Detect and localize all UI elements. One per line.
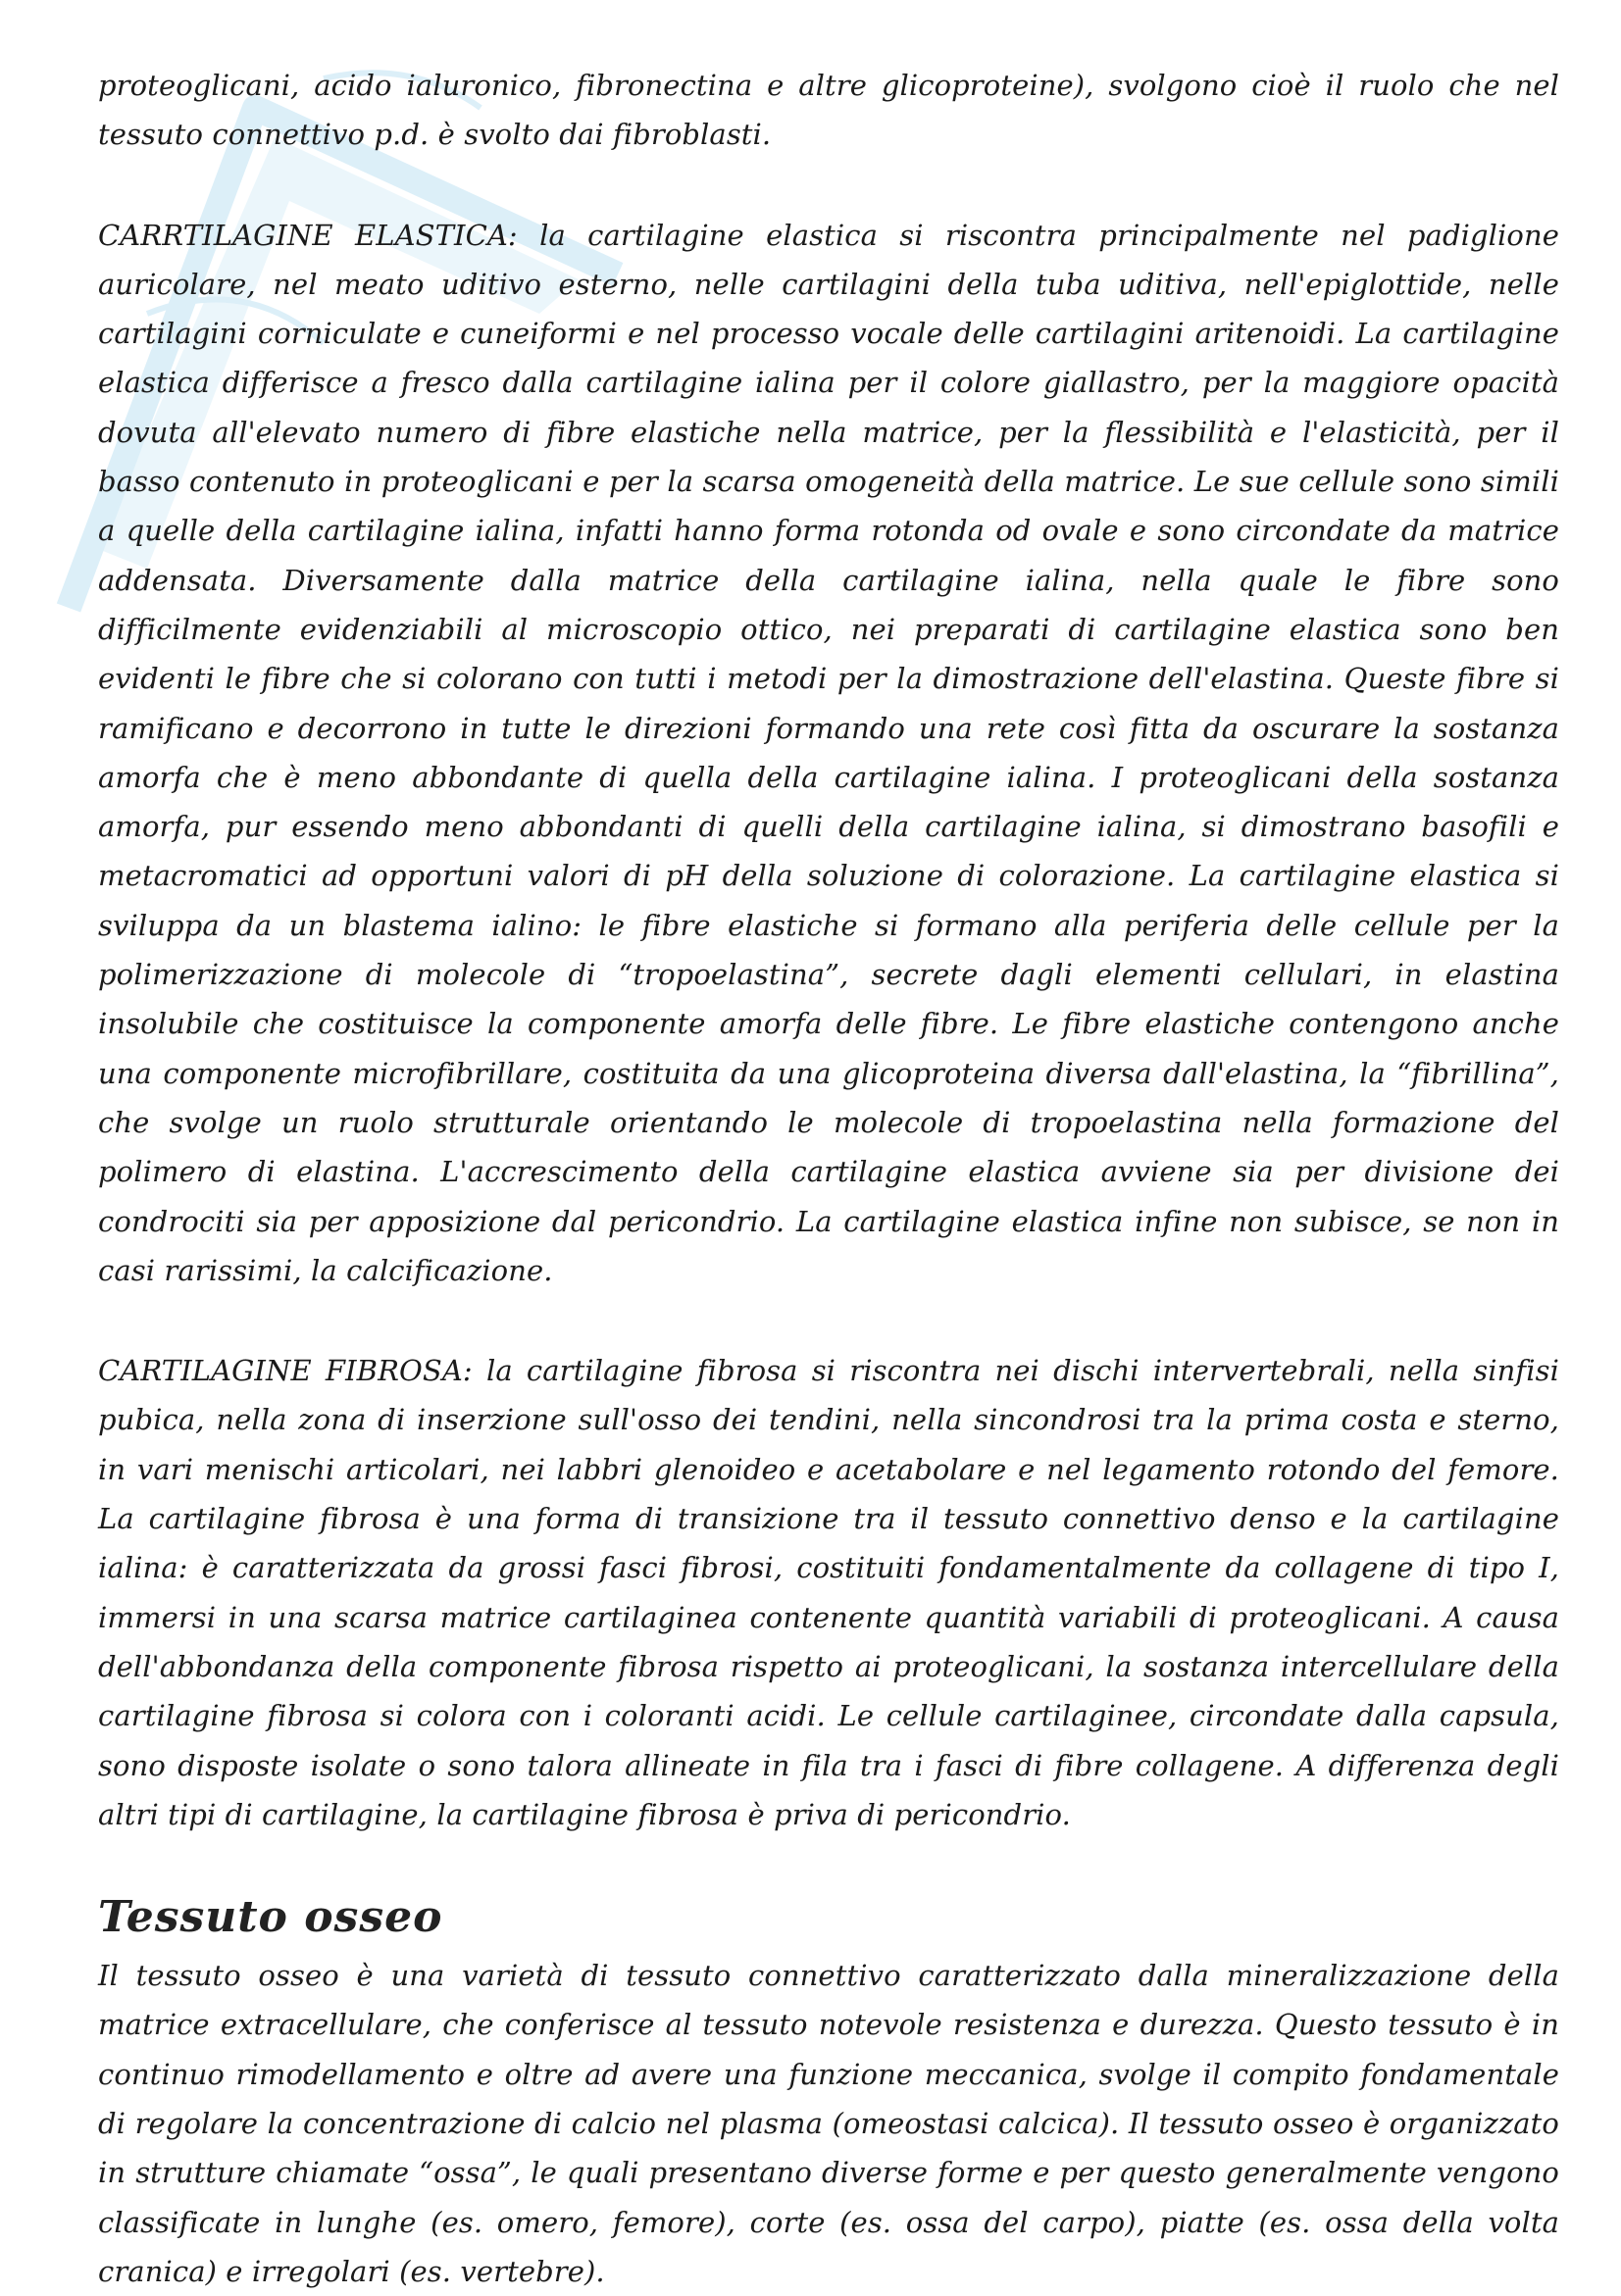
paragraph-tessuto-osseo: Il tessuto osseo è una varietà di tessuto connettivo caratterizzato dalla mineralizzazione della matrice extracellulare, che conferisce al tessuto notevole resistenza e durezza. Questo tessuto è in continuo rimodellamento e oltre ad avere una funzione meccanica, svolge il compito fondamentale di regolare la concentrazione di calcio nel plasma (omeostasi calcica). Il tessuto osseo è organizzato in strutture chiamate “ossa”, le quali presentano diverse forme e per questo generalmente vengono classificate in lunghe (es. omero, femore), corte (es. ossa del carpo), piatte (es. ossa della volta cranica) e irregolari (es. vertebre). <box>98 1959 1559 2288</box>
paragraph-spacer <box>98 160 1559 211</box>
paragraph-intro: proteoglicani, acido ialuronico, fibronectina e altre glicoproteine), svolgono cioè il ruolo che nel tessuto connettivo p.d. è svolto dai fibroblasti. <box>98 69 1559 152</box>
paragraph-cartilagine-elastica: CARRTILAGINE ELASTICA: la cartilagine elastica si riscontra principalmente nel padiglione auricolare, nel meato uditivo esterno, nelle cartilagini della tuba uditiva, nell'epiglottide, nelle cartilagini corniculate e cuneiformi e nel processo vocale delle cartilagini aritenoidi. La cartilagine elastica differisce a fresco dalla cartilagine ialina per il colore giallastro, per la maggiore opacità dovuta all'elevato numero di fibre elastiche nella matrice, per la flessibilità e l'elasticità, per il basso contenuto in proteoglicani e per la scarsa omogeneità della matrice. Le sue cellule sono simili a quelle della cartilagine ialina, infatti hanno forma rotonda od ovale e sono circondate da matrice addensata. Diversamente dalla matrice della cartilagine ialina, nella quale le fibre sono difficilmente evidenziabili al microscopio ottico, nei preparati di cartilagine elastica sono ben evidenti le fibre che si colorano con tutti i metodi per la dimostrazione dell'elastina. Queste fibre si ramificano e decorrono in tutte le direzioni formando una rete così fitta da oscurare la sostanza amorfa che è meno abbondante di quella della cartilagine ialina. I proteoglicani della sostanza amorfa, pur essendo meno abbondanti di quelli della cartilagine ialina, si dimostrano basofili e metacromatici ad opportuni valori di pH della soluzione di colorazione. La cartilagine elastica si sviluppa da un blastema ialino: le fibre elastiche si formano alla periferia delle cellule per la polimerizzazione di molecole di “tropoelastina”, secrete dagli elementi cellulari, in elastina insolubile che costituisce la componente amorfa delle fibre. Le fibre elastiche contengono anche una componente microfibrillare, costituita da una glicoproteina diversa dall'elastina, la “fibrillina”, che svolge un ruolo strutturale orientando le molecole di tropoelastina nella formazione del polimero di elastina. L'accrescimento della cartilagine elastica avviene sia per divisione dei condrociti sia per apposizione dal pericondrio. La cartilagine elastica infine non subisce, se non in casi rarissimi, la calcificazione. <box>98 218 1559 1287</box>
document-page <box>98 61 1559 2296</box>
paragraph-cartilagine-fibrosa: CARTILAGINE FIBROSA: la cartilagine fibrosa si riscontra nei dischi intervertebrali, nella sinfisi pubica, nella zona di inserzione sull'osso dei tendini, nella sincondrosi tra la prima costa e sterno, in vari menischi articolari, nei labbri glenoideo e acetabolare e nel legamento rotondo del femore. La cartilagine fibrosa è una forma di transizione tra il tessuto connettivo denso e la cartilagine ialina: è caratterizzata da grossi fasci fibrosi, costituiti fondamentalmente da collagene di tipo I, immersi in una scarsa matrice cartilaginea contenente quantità variabili di proteoglicani. A causa dell'abbondanza della componente fibrosa rispetto ai proteoglicani, la sostanza intercellulare della cartilagine fibrosa si colora con i coloranti acidi. Le cellule cartilaginee, circondate dalla capsula, sono disposte isolate o sono talora allineate in fila tra i fasci di fibre collagene. A differenza degli altri tipi di cartilagine, la cartilagine fibrosa è priva di pericondrio. <box>98 1354 1559 1831</box>
heading-tessuto-osseo: Tessuto osseo <box>98 1892 443 1943</box>
paragraph-spacer <box>98 1295 1559 1346</box>
